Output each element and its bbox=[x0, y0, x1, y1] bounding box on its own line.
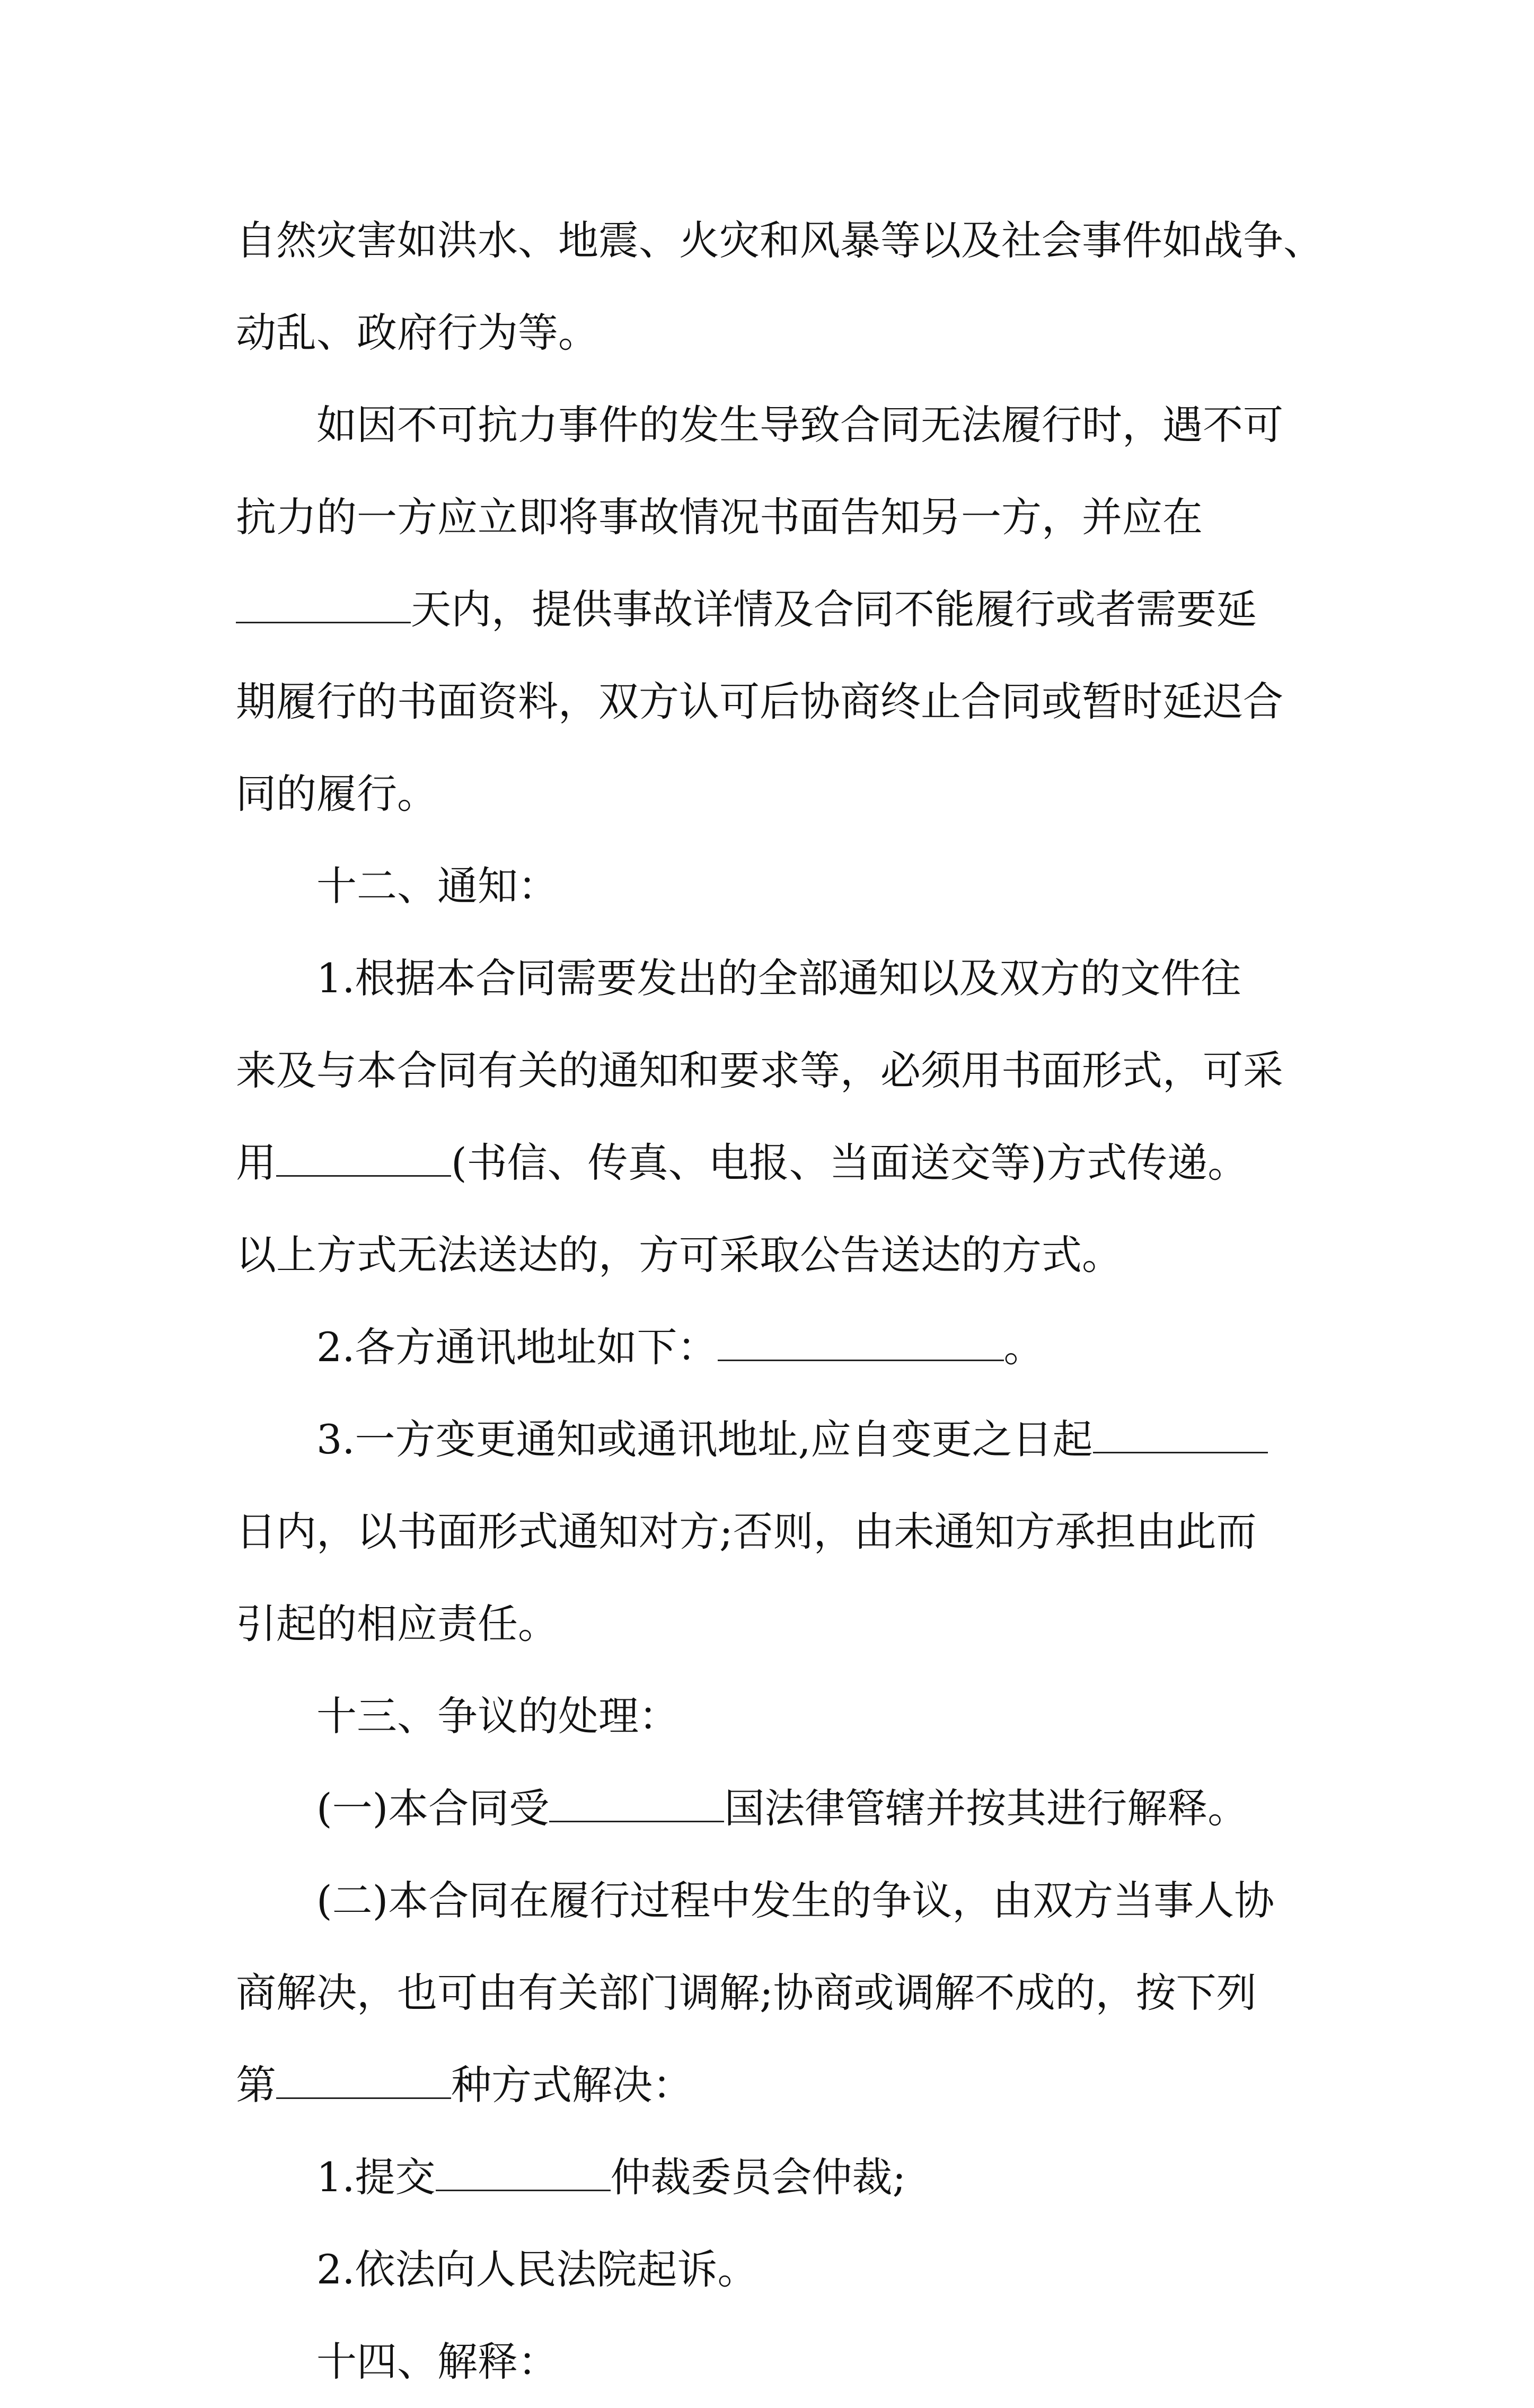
paragraph-text: 以上方式无法送达的，方可采取公告送达的方式。 bbox=[236, 1231, 1122, 1278]
text-line bbox=[236, 195, 1324, 287]
text-line bbox=[236, 1301, 1312, 1393]
paragraph-text: 如因不可抗力事件的发生导致合同无法履行时，遇不可 bbox=[316, 401, 1283, 448]
paragraph-text: 抗力的一方应立即将事故情况书面告知另一方，并应在 bbox=[236, 493, 1203, 541]
fill-in-blank bbox=[276, 2066, 451, 2099]
text-line bbox=[236, 1486, 1312, 1578]
paragraph-text: 仲裁委员会仲裁; bbox=[610, 2154, 906, 2201]
paragraph-text: 期履行的书面资料，双方认可后协商终止合同或暂时延迟合 bbox=[236, 678, 1283, 725]
text-line bbox=[236, 1117, 1312, 1209]
paragraph-text: 用 bbox=[236, 1139, 276, 1186]
paragraph-text: 国法律管辖并按其进行解释。 bbox=[724, 1785, 1248, 1832]
paragraph-text: 自然灾害如洪水、地震、火灾和风暴等以及社会事件如战争、 bbox=[236, 217, 1324, 264]
paragraph-text: (书信、传真、电报、当面送交等)方式传递。 bbox=[451, 1139, 1248, 1186]
text-line bbox=[236, 563, 1312, 656]
paragraph-text: 1.提交 bbox=[316, 2154, 436, 2201]
paragraph-text: 引起的相应责任。 bbox=[236, 1600, 558, 1647]
text-line bbox=[236, 1947, 1312, 2039]
paragraph-text: 种方式解决： bbox=[451, 2061, 693, 2109]
paragraph-text: 第 bbox=[236, 2061, 276, 2109]
paragraph-text: 来及与本合同有关的通知和要求等，必须用书面形式，可采 bbox=[236, 1047, 1283, 1094]
text-line bbox=[236, 287, 1312, 379]
text-line bbox=[236, 471, 1312, 563]
section-heading-text: 十三、争议的处理： bbox=[316, 1692, 679, 1740]
paragraph-text: 1.根据本合同需要发出的全部通知以及双方的文件往 bbox=[316, 955, 1241, 1002]
fill-in-blank bbox=[436, 2158, 611, 2191]
section-heading bbox=[236, 2316, 1312, 2408]
text-line bbox=[236, 1025, 1312, 1117]
text-line bbox=[236, 2131, 1312, 2224]
paragraph-text: 商解决，也可由有关部门调解;协商或调解不成的，按下列 bbox=[236, 1969, 1257, 2016]
text-line bbox=[236, 932, 1312, 1025]
paragraph-text: 2.依法向人民法院起诉。 bbox=[316, 2246, 758, 2293]
paragraph-text: 日内，以书面形式通知对方;否则，由未通知方承担由此而 bbox=[236, 1508, 1257, 1555]
document-body bbox=[236, 195, 1324, 2408]
fill-in-blank bbox=[718, 1328, 1004, 1361]
paragraph-text: 天内，提供事故详情及合同不能履行或者需要延 bbox=[411, 586, 1257, 633]
section-heading bbox=[236, 1670, 1312, 1762]
paragraph-text: (二)本合同在履行过程中发生的争议，由双方当事人协 bbox=[316, 1877, 1275, 1924]
paragraph-text: 。 bbox=[1003, 1324, 1044, 1371]
paragraph-text: 2.各方通讯地址如下： bbox=[316, 1324, 718, 1371]
text-line bbox=[236, 1855, 1312, 1947]
section-heading bbox=[236, 840, 1312, 932]
section-heading-text: 十二、通知： bbox=[316, 862, 558, 910]
text-line bbox=[236, 748, 1312, 840]
fill-in-blank bbox=[276, 1143, 451, 1177]
fill-in-blank bbox=[236, 590, 411, 623]
section-heading-text: 十四、解释： bbox=[316, 2338, 558, 2385]
text-line bbox=[236, 2224, 1312, 2316]
paragraph-text: 3.一方变更通知或通讯地址,应自变更之日起 bbox=[316, 1416, 1093, 1463]
paragraph-text: (一)本合同受 bbox=[316, 1785, 550, 1832]
text-line bbox=[236, 1209, 1312, 1301]
text-line bbox=[236, 379, 1312, 471]
text-line bbox=[236, 1762, 1312, 1855]
text-line bbox=[236, 2039, 1312, 2131]
paragraph-text: 同的履行。 bbox=[236, 770, 437, 817]
fill-in-blank bbox=[549, 1789, 724, 1822]
paragraph-text: 动乱、政府行为等。 bbox=[236, 309, 598, 356]
text-line bbox=[236, 1393, 1312, 1486]
fill-in-blank bbox=[1093, 1420, 1268, 1453]
text-line bbox=[236, 656, 1312, 748]
text-line bbox=[236, 1578, 1312, 1670]
